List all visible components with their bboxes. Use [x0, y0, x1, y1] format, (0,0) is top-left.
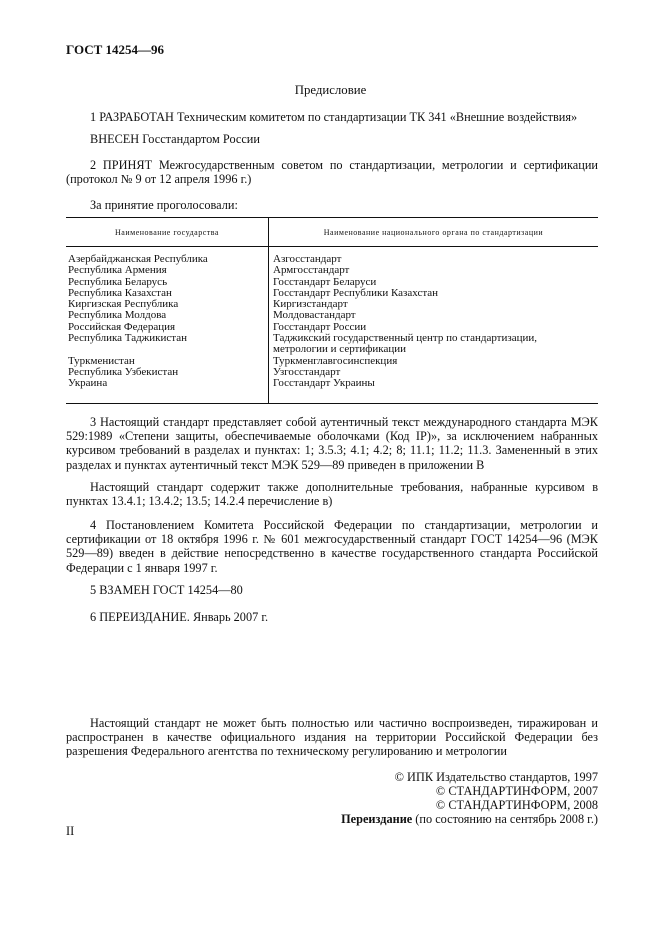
reproduction-notice: Настоящий стандарт не может быть полностью или частично воспроизведен, тиражирован и распространен в качестве официального издания на территории Российской Федерации без разрешения Федерального агентства по техническому регулированию и метрологии [66, 716, 598, 759]
item-1-developed: 1 РАЗРАБОТАН Техническим комитетом по стандартизации ТК 341 «Внешние воздействия» [90, 110, 578, 124]
copyright-line: © ИПК Издательство стандартов, 1997 [394, 770, 598, 784]
item-3-additional: Настоящий стандарт содержит также дополнительные требования, набранные курсивом в пунктах 13.4.1; 13.4.2; 13.5; 14.2.4 перечисление в) [66, 480, 598, 509]
table-cell: Госстандарт России [273, 320, 367, 333]
state-column [68, 254, 264, 390]
document-code: ГОСТ 14254—96 [66, 42, 165, 57]
table-cell: Российская Федерация [68, 320, 176, 333]
item-5-replaces: 5 ВЗАМЕН ГОСТ 14254—80 [90, 583, 243, 597]
table-header [66, 218, 598, 247]
table-cell: Азербайджанская Республика [68, 253, 208, 265]
copyright-block [198, 770, 598, 826]
col-header-state: Наименование государства [115, 228, 219, 237]
table-cell: Туркменглавгосинспекция [273, 354, 398, 367]
table-cell [68, 344, 264, 355]
table-cell: Республика Молдова [68, 309, 167, 322]
item-4-resolution: 4 Постановлением Комитета Российской Федерации по стандартизации, метрологии и сертификации от 18 октября 1996 г. № 601 межгосударственный стандарт ГОСТ 14254—96 (МЭК 529—89) введен в действие непосредственно в качестве государственного стандарта Российской Федерации с 1 января 1997 г. [66, 518, 598, 575]
table-cell: Узгосстандарт [273, 365, 341, 378]
col-header-body: Наименование национального органа по стандартизации [323, 228, 544, 237]
table-cell: Азгосстандарт [273, 253, 342, 265]
voting-table [66, 217, 598, 404]
table-cell: Республика Армения [68, 264, 167, 277]
table-cell: Республика Узбекистан [68, 365, 179, 378]
table-cell: Молдовастандарт [273, 309, 356, 322]
table-cell: метрологии и сертификации [273, 343, 406, 356]
table-cell: Госстандарт Украины [273, 377, 375, 390]
table-cell: Республика Казахстан [68, 286, 172, 299]
table-cell: Туркменистан [68, 354, 135, 367]
table-cell: Госстандарт Республики Казахстан [273, 286, 439, 299]
table-cell: Армгосстандарт [273, 264, 350, 277]
reissue-label: Переиздание [341, 812, 413, 826]
table-cell: Республика Таджикистан [68, 332, 187, 345]
table-cell: Госстандарт Беларуси [273, 275, 377, 288]
table-cell: Республика Беларусь [68, 275, 168, 288]
table-divider [268, 218, 269, 403]
table-cell: Украина [68, 377, 108, 390]
reissue-date: (по состоянию на сентябрь 2008 г.) [412, 812, 598, 826]
item-1-introduced: ВНЕСЕН Госстандартом России [90, 132, 260, 146]
copyright-line: © СТАНДАРТИНФОРМ, 2007 [435, 784, 598, 798]
item-3-authentic: 3 Настоящий стандарт представляет собой аутентичный текст международного стандарта МЭК 529:1989 «Степени защиты, обеспечиваемые оболочками (Код IP)», за исключением набранных курсивом требований в разделах и пунктах: 1; 3.5.3; 4.1; 4.2; 8; 11.1; 11.2; 11.3. Замененный в этих разделах и пунктах аутентичный текст МЭК 529—89 приведен в приложении В [66, 415, 598, 472]
table-cell: Таджикский государственный центр по стандартизации, [273, 332, 538, 345]
copyright-line: © СТАНДАРТИНФОРМ, 2008 [435, 798, 598, 812]
item-6-reissue: 6 ПЕРЕИЗДАНИЕ. Январь 2007 г. [90, 610, 269, 624]
reissue-status [198, 812, 598, 826]
page-number: II [66, 824, 75, 838]
section-title: Предисловие [294, 83, 367, 97]
body-column [273, 254, 593, 390]
item-2-adopted: 2 ПРИНЯТ Межгосударственным советом по стандартизации, метрологии и сертификации (протокол № 9 от 12 апреля 1996 г.) [66, 158, 598, 187]
table-cell: Киргизстандарт [273, 298, 348, 311]
table-cell: Киргизская Республика [68, 298, 179, 311]
voted-label: За принятие проголосовали: [90, 198, 238, 212]
